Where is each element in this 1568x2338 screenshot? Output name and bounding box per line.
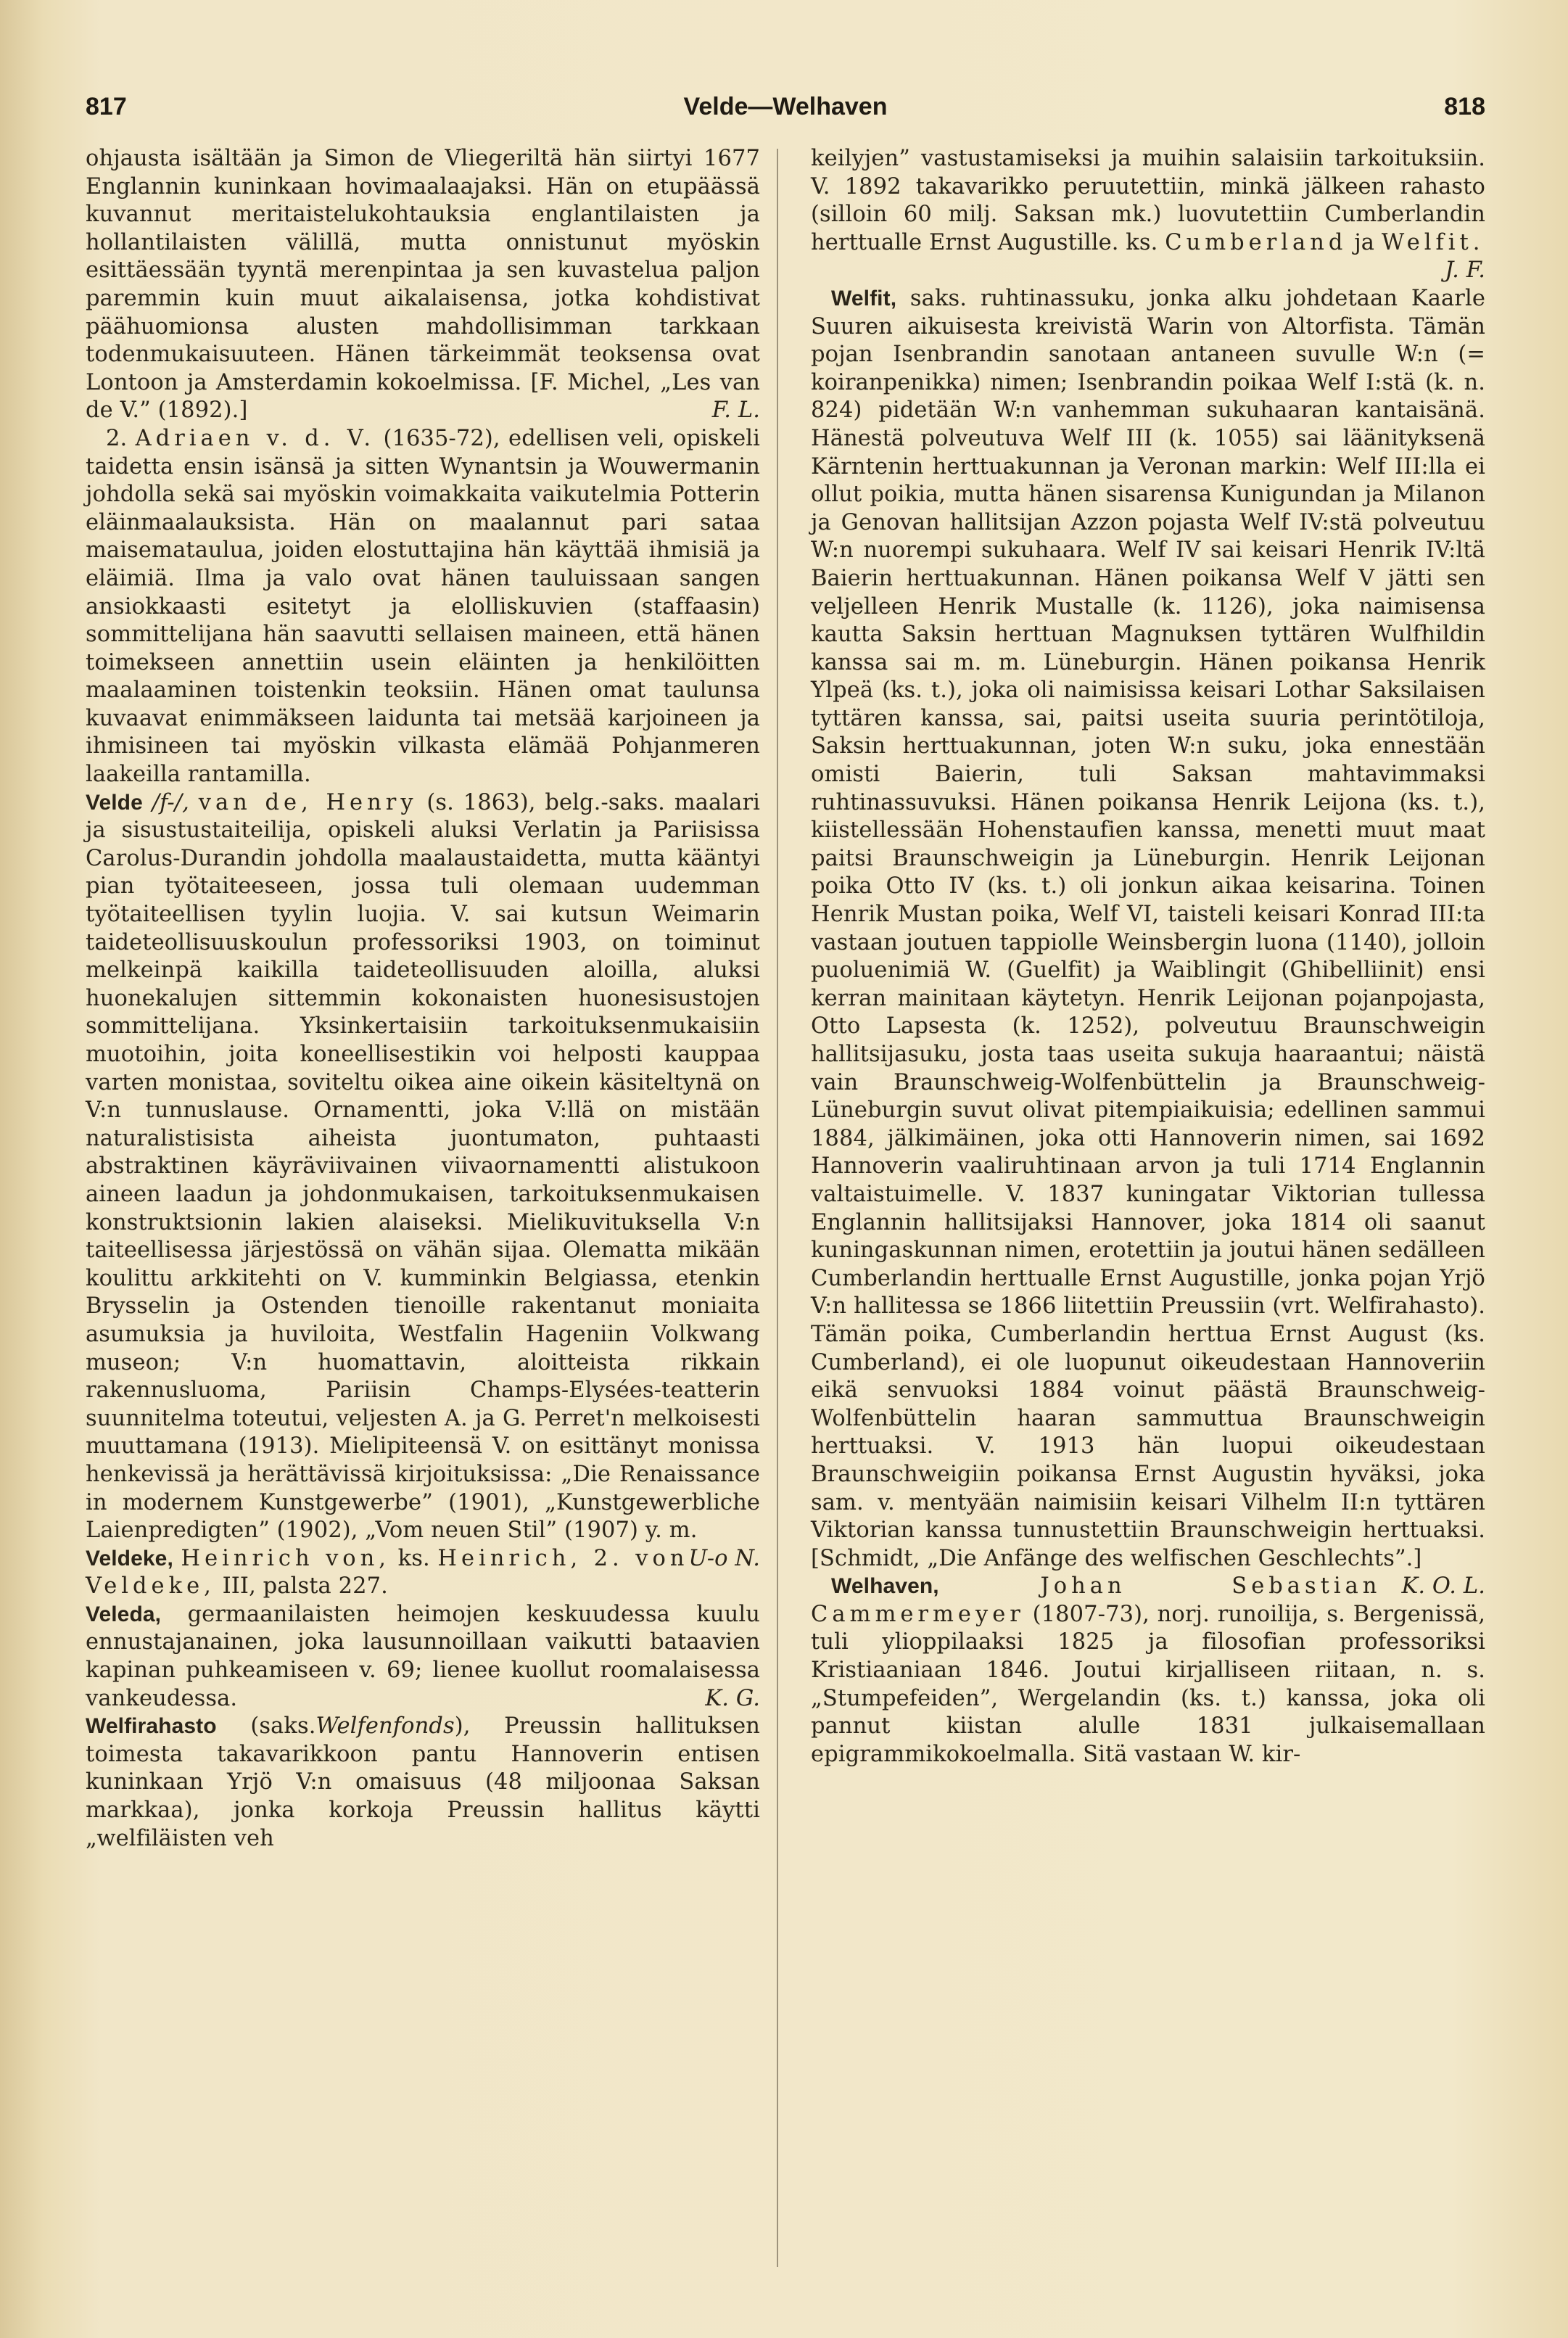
entry-headword: Welfirahasto <box>86 1714 217 1739</box>
author-signature: K. G. <box>705 1685 760 1711</box>
entry-welfirahasto-continued <box>811 145 1485 285</box>
entry-text: germaanilaisten heimojen keskuudessa kuulu ennustajanainen, joka lausunnoillaan vaikutti bataavien kapinan puhkeamiseen v. 69; lienee kuollut roomalaisessa vankeudessa. <box>86 1601 761 1711</box>
entry-subject-name: Adriaen v. d. V. <box>135 425 376 451</box>
entry-welhaven <box>811 1573 1485 1769</box>
entry-subject-name: Heinrich von, <box>181 1545 391 1571</box>
left-column <box>86 145 760 1853</box>
author-signature: F. L. <box>711 398 760 424</box>
entry-veldeke <box>86 1545 760 1601</box>
entry-headword: Welhaven, <box>831 1574 939 1599</box>
entry-text: ohjausta isältään ja Simon de Vliegeriltä hän siirtyi 1677 Englannin kuninkaan hovimaalaajaksi. Hän on etupäässä kuvannut meritaistelukohtauksia englantilaisten ja hollantilaisten välillä, mutta onnistunut myöskin esittäessään tyyntä merenpintaa ja sen kuvastelua paljon paremmin kuin muut aikalaisensa, jotka kohdistivat päähuomionsa alusten mahdollisimman tarkkaan todenmukaisuuteen. Hänen tärkeimmät teoksensa ovat Lontoon ja Amsterdamin kokoelmissa. [F. Michel, „Les van de V.” (1892).] <box>86 146 760 424</box>
author-signature: J. F. <box>1445 258 1485 284</box>
entry-velde-willem-continued <box>86 145 760 425</box>
cross-reference: Heinrich, 2. von Veldeke, <box>86 1545 689 1600</box>
author-signature: U-o N. <box>688 1545 760 1571</box>
pronunciation: /f-/, <box>152 789 189 815</box>
page-number-left: 817 <box>86 93 127 120</box>
entry-headword: Veleda, <box>86 1602 162 1626</box>
entry-text: (1807-73), norj. runoilija, s. Bergenissä, tuli ylioppilaaksi 1825 ja filosofian professoriksi Kristiaaniaan 1846. Joutui kirjalliseen riitaan, n. s. „Stumpefeiden”, Wergelandin (ks. t.) kanssa, joka oli pannut kiistan alulle 1831 julkaisemallaan epigrammikokoelmalla. Sitä vastaan W. kir- <box>811 1601 1485 1767</box>
conjunction: ja <box>1354 229 1375 255</box>
author-signature: K. O. L. <box>1401 1573 1485 1600</box>
entry-subject-name: van de, Henry <box>198 789 418 815</box>
entry-text: III, palsta 227. <box>222 1573 388 1600</box>
entry-headword: Velde <box>86 790 143 815</box>
entry-text: keilyjen” vastustamiseksi ja muihin salaisiin tarkoituksiin. V. 1892 takavarikko peruutettiin, minkä jälkeen rahasto (silloin 60 milj. Saksan mk.) luovutettiin Cumberlandin herttualle Ernst Augustille. ks. <box>811 146 1485 255</box>
entry-velde-adriaen <box>86 425 760 789</box>
page-number-right: 818 <box>1444 93 1485 120</box>
entry-text: ), Preussin hallituksen toimesta takavarikkoon pantu Hannoverin entisen kuninkaan Yrjö V:n omaisuus (48 miljoonaa Saksan markkaa), jonka korkoja Preussin hallitus käytti „welfiläisten veh <box>86 1713 760 1851</box>
entry-veleda <box>86 1601 760 1713</box>
entry-headword: Veldeke, <box>86 1546 173 1571</box>
entry-number: 2. <box>106 425 128 451</box>
page-header <box>86 93 1485 136</box>
cross-reference: Welfit. <box>1381 229 1485 255</box>
entry-text: saks. ruhtinassuku, jonka alku johdetaan Kaarle Suuren aikuisesta kreivistä Warin von Altorfista. Tämän pojan Isenbrandin sanotaan antaneen suvulle W:n (= koiranpenikka) nimen; Isenbrandin poikaa Welf I:stä (k. n. 824) pidetään W:n vanhemman sukuhaaran kantaisänä. Hänestä polveutuva Welf III (k. 1055) sai läänityksenä Kärntenin herttuakunnan ja Veronan markin: Welf III:lla ei ollut poikia, mutta hänen sisarensa Kunigundan ja Milanon ja Genovan hallitsijan Azzon pojasta Welf IV:stä polveutuu W:n nuorempi sukuhaara. Welf IV sai keisari Henrik IV:ltä Baierin herttuakunnan. Hänen poikansa Welf V jätti sen veljelleen Henrik Mustalle (k. 1126), joka naimisensa kautta Saksin herttuan Magnuksen tyttären Wulfhildin kanssa sai m. m. Lüneburgin. Hänen poikansa Henrik Ylpeä (ks. t.), joka oli naimisissa keisari Lothar Saksilaisen tyttären kanssa, sai, paitsi useita suuria perintötiloja, Saksin herttuakunnan, joten W:n suku, joka ennestään omisti Baierin, tuli Saksan mahtavimmaksi ruhtinassuvuksi. Hänen poikansa Henrik Leijona (ks. t.), kiistellessään Hohenstaufien kanssa, menetti muut maat paitsi Braunschweigin ja Lüneburgin. Henrik Leijonan poika Otto IV (ks. t.) oli jonkun aikaa keisarina. Toinen Henrik Mustan poika, Welf VI, taisteli keisari Konrad III:ta vastaan joutuen tappiolle Weinsbergin luona (1140), jolloin puoluenimiä W. (Guelfit) ja Waiblingit (Ghibelliinit) ensi kerran mainitaan käytetyn. Henrik Leijonan pojanpojasta, Otto Lapsesta (k. 1252), polveutuu Braunschweigin hallitsijasuku, josta taas useita sukuja haaraantui; näistä vain Braunschweig-Wolfenbüttelin ja Braunschweig-Lüneburgin suvut olivat pitempiaikuisia; edellinen sammui 1884, jälkimäinen, joka otti Hannoverin nimen, sai 1692 Hannoverin vaaliruhtinaan arvon ja tuli 1714 Englannin valtaistuimelle. V. 1837 kuningatar Viktorian tullessa Englannin hallitsijaksi Hannover, joka 1814 oli saanut kuningaskunnan nimen, erotettiin ja joutui hänen sedälleen Cumberlandin herttualle Ernst Augustille, jonka pojan Yrjö V:n hallitessa se 1866 liitettiin Preussiin (vrt. Welfirahasto). Tämän poika, Cumberlandin herttua Ernst August (ks. Cumberland), ei ole luopunut oikeudestaan Hannoveriin eikä senvuoksi 1884 voinut päästä Braunschweig-Wolfenbüttelin haaran sammuttua Braunschweigin herttuaksi. V. 1913 hän luopui oikeudestaan Braunschweigiin poikansa Ernst Augustin hyväksi, joka sam. v. mentyään naimisiin keisari Vilhelm II:n tyttären Viktorian kanssa tunnustettiin Braunschweigin herttuaksi. [Schmidt, „Die Anfänge des welfischen Geschlechts”.] <box>811 285 1485 1571</box>
entry-text: (s. 1863), belg.-saks. maalari ja sisustustaiteilija, opiskeli aluksi Verlatin ja Pariisissa Carolus-Durandin johdolla maalaustaidetta, mutta kääntyi pian työtaiteeseen, jossa tuli olemaan uudemman työtaiteellisen tyylin luojia. V. sai kutsun Weimarin taideteollisuuskoulun professoriksi 1903, on toiminut melkeinpä kaikilla taideteollisuuden aloilla, aluksi huonekalujen sittemmin kokonaisten huonesisustojen sommittelijana. Yksinkertaisiin tarkoituksenmukaisiin muotoihin, joita koneellisestikin voi helposti kauppaa varten monistaa, soviteltu oikea aine oikein käsiteltynä on V:n tunnuslause. Ornamentti, joka V:llä on mistään naturalistisista aiheista juontumaton, puhtaasti abstraktinen käyräviivainen viivaornamentti alistukoon aineen laadun ja johdonmukaisen, tarkoituksenmukaisen konstruktsionin lakien alaiseksi. Mielikuvituksella V:n taiteellisessa järjestössä on vähän sijaa. Olematta mikään koulittu arkkitehti on V. kumminkin Belgiassa, etenkin Brysselin ja Ostenden tienoille rakentanut moniaita asumuksia ja huviloita, Westfalin Hageniin Volkwang museon; V:n huomattavin, aloitteista rikkain rakennusluoma, Pariisin Champs-Elysées-teatterin suunnitelma toteutui, veljesten A. ja G. Perret'n melkoisesti muuttamana (1913). Mielipiteensä V. on esittänyt monissa henkevissä ja herättävissä kirjoituksissa: „Die Renaissance in modernem Kunstgewerbe” (1901), „Kunstgewerbliche Laienpredigten” (1902), „Vom neuen Stil” (1907) y. m. <box>86 789 760 1544</box>
cross-reference: Cumberland <box>1165 229 1348 255</box>
foreign-term: Welfenfonds <box>315 1713 455 1740</box>
entry-subject-name: Johan Sebastian Cammermeyer <box>811 1573 1382 1627</box>
entry-headword: Welfit, <box>831 286 897 310</box>
right-column <box>811 145 1485 1769</box>
entry-welfirahasto <box>86 1713 760 1853</box>
entry-text: (1635-72), edellisen veli, opiskeli taidetta ensin isänsä ja sitten Wynantsin ja Wouwermanin johdolla sekä sai myöskin voimakkaita vaikutelmia Potterin eläinmaalauksista. Hän on maalannut pari sataa maisemataulua, joiden elostuttajina hän käyttää ihmisiä ja eläimiä. Ilma ja valo ovat hänen tauluissaan sangen ansiokkaasti esitetyt ja elolliskuvien (staffaasin) sommittelijana hän saavutti sellaisen maineen, että hänen toimekseen annettiin usein eläinten ja henkilöitten maalaaminen toistenkin teoksiin. Hänen omat taulunsa kuvaavat enimmäkseen laidunta tai metsää karjoineen ja ihmisineen tai myöskin vilkasta elämää Pohjanmeren laakeilla rantamilla. <box>86 425 761 788</box>
running-title: Velde—Welhaven <box>683 93 888 120</box>
column-divider <box>777 149 778 2267</box>
cross-ref-label: ks. <box>397 1545 430 1571</box>
entry-lang: (saks. <box>250 1713 316 1740</box>
